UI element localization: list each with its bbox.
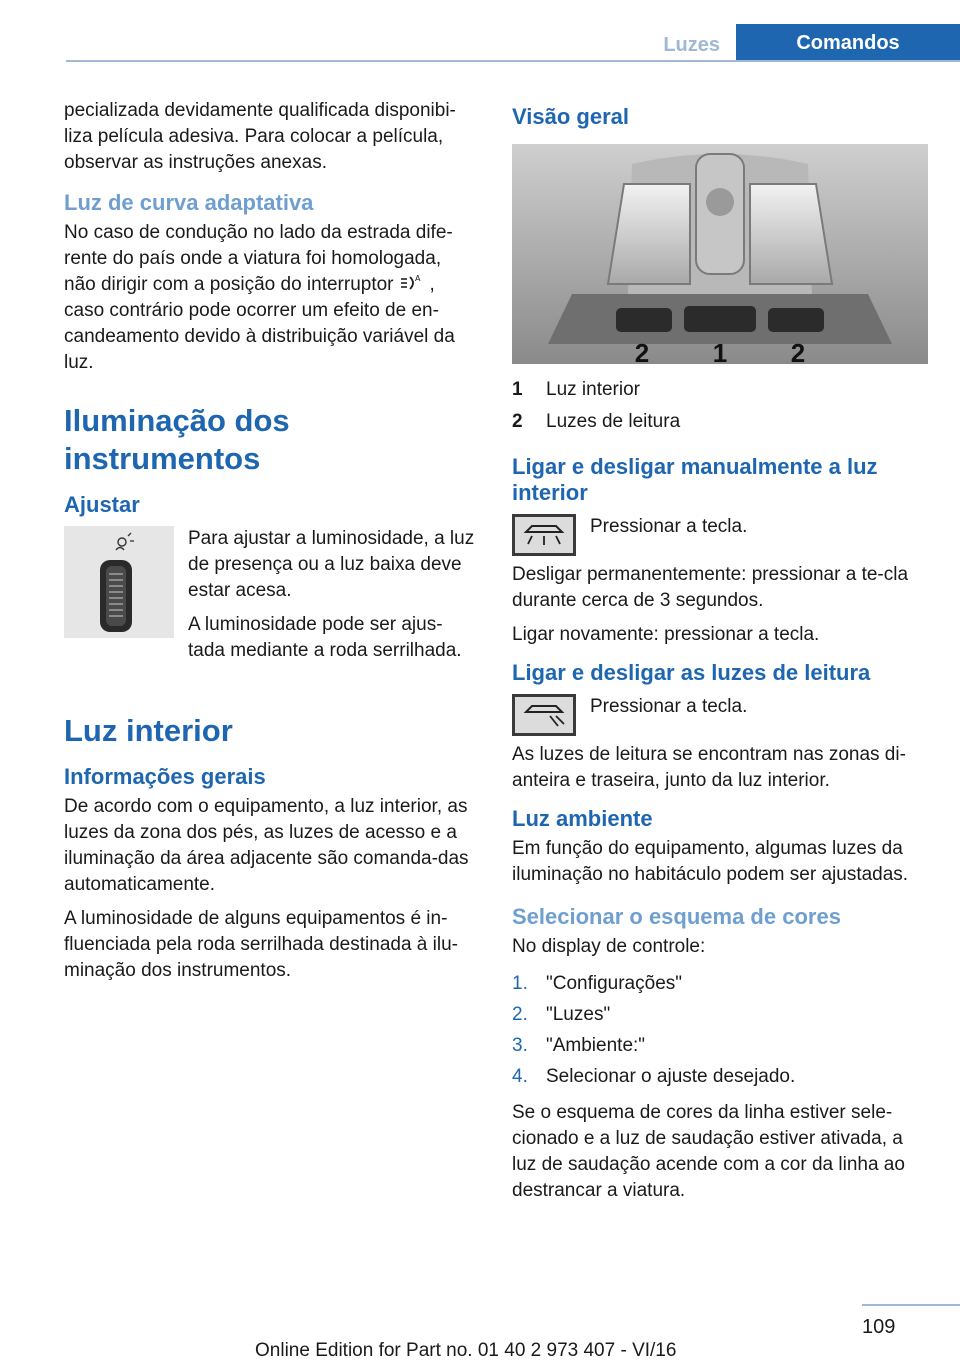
left-column [64, 98, 476, 992]
adjust-block [64, 526, 476, 672]
manual-interior-heading: Ligar e desligar manualmente a luz interior [512, 454, 878, 505]
interior-button-block [512, 514, 930, 556]
press-key-text: Pressionar a tecla. [590, 516, 748, 537]
permanent-off-text: Desligar permanentemente: pressionar a te-cla durante cerca de 3 segundos. [512, 564, 909, 611]
photo-label-center: 1 [712, 338, 728, 364]
adaptive-light-switch-icon [400, 273, 424, 293]
color-scheme-heading: Selecionar o esquema de cores [512, 904, 841, 929]
thumbwheel-image [64, 526, 174, 638]
interior-light-button-icon [512, 514, 576, 556]
edition-footer: Online Edition for Part no. 01 40 2 973 407 - VI/16 [255, 1340, 677, 1361]
overview-heading: Visão geral [512, 104, 629, 129]
section-title: Luzes [663, 34, 720, 56]
press-key-text-2: Pressionar a tecla. [590, 696, 748, 717]
overhead-console-photo [512, 144, 928, 364]
svg-text:A: A [414, 274, 420, 283]
right-column [512, 98, 930, 1212]
photo-legend [512, 374, 930, 438]
curve-light-paragraph [64, 220, 476, 376]
adjust-paragraph-2: A luminosidade pode ser ajus-tada mediante a roda serrilhada. [188, 614, 462, 661]
photo-label-right: 2 [790, 338, 806, 364]
general-paragraph-2: A luminosidade de alguns equipamentos é in-fluenciada pela roda serrilhada destinada à ilu-minação dos instrumentos. [64, 908, 458, 981]
list-item: 4. Selecionar o ajuste desejado. [512, 1066, 796, 1087]
adjust-paragraph-1: Para ajustar a luminosidade, a luz de presença ou a luz baixa deve estar acesa. [188, 528, 475, 601]
legend-item: 2 Luzes de leitura [512, 411, 681, 432]
intro-paragraph: pecializada devidamente qualificada disponibi-liza película adesiva. Para colocar a película, observar as instruções anexas. [64, 100, 456, 173]
curve-text-b: , caso contrário pode ocorrer um efeito de en-candeamento devido à distribuição variável da luz. [64, 274, 455, 373]
interior-light-heading: Luz interior [64, 713, 233, 748]
legend-item: 1 Luz interior [512, 379, 640, 400]
list-item: 1. "Configurações" [512, 973, 683, 994]
reading-lights-text: As luzes de leitura se encontram nas zonas di-anteira e traseira, junto da luz interior. [512, 744, 906, 791]
instruments-lighting-heading: Iluminação dos instrumentos [64, 403, 290, 476]
list-item: 3. "Ambiente:" [512, 1035, 646, 1056]
on-again-text: Ligar novamente: pressionar a tecla. [512, 624, 820, 645]
reading-button-block [512, 694, 930, 736]
footer-rule [862, 1304, 960, 1306]
curve-light-heading: Luz de curva adaptativa [64, 190, 314, 215]
curve-text-a: No caso de condução no lado da estrada dife-rente do país onde a viatura foi homologada, não dirigir com a posição do interruptor [64, 222, 453, 295]
steps-list [512, 968, 930, 1092]
display-text: No display de controle: [512, 936, 706, 957]
chapter-tab: Comandos [736, 24, 960, 62]
reading-light-button-icon [512, 694, 576, 736]
ambient-light-heading: Luz ambiente [512, 806, 653, 831]
photo-label-left: 2 [634, 338, 650, 364]
general-info-heading: Informações gerais [64, 764, 266, 789]
adjust-heading: Ajustar [64, 492, 140, 517]
page-number: 109 [862, 1316, 896, 1338]
reading-lights-heading: Ligar e desligar as luzes de leitura [512, 660, 871, 685]
general-paragraph-1: De acordo com o equipamento, a luz interior, as luzes da zona dos pés, as luzes de acesso e a iluminação da área adjacente são comanda-das automaticamente. [64, 796, 469, 895]
final-paragraph: Se o esquema de cores da linha estiver sele-cionado e a luz de saudação estiver ativada, a luz de saudação acende com a cor da linha ao destrancar a viatura. [512, 1102, 905, 1201]
ambient-text: Em função do equipamento, algumas luzes da iluminação no habitáculo podem ser ajustadas. [512, 838, 909, 885]
list-item: 2. "Luzes" [512, 1004, 611, 1025]
header-rule [66, 60, 960, 62]
